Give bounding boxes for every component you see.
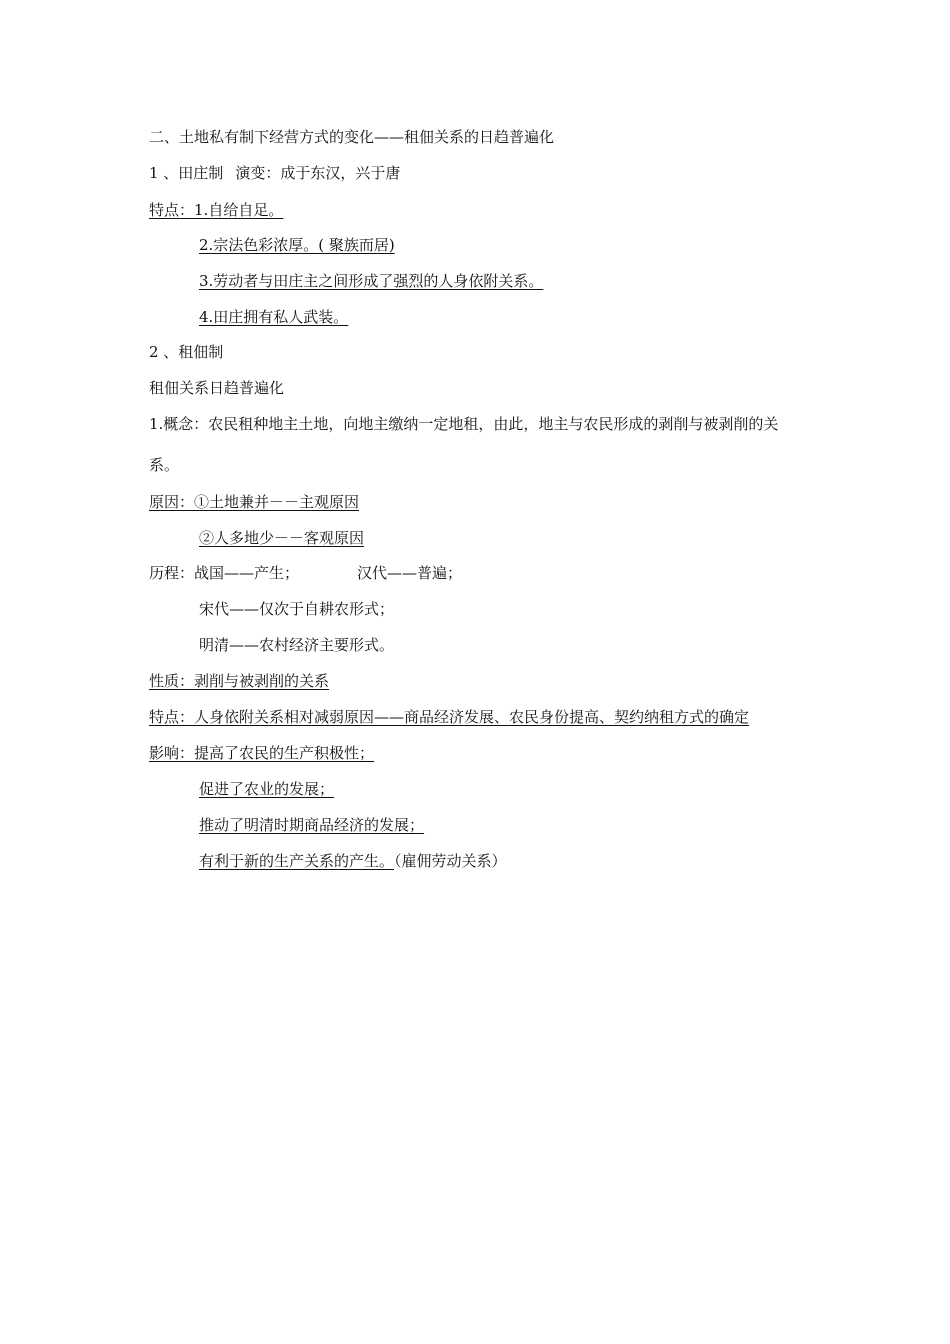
influence-1: 影响：提高了农民的生产积极性； [149, 744, 375, 762]
nature-line: 性质：剥削与被剥削的关系 [149, 672, 330, 690]
influence-4-note: （雇佣劳动关系） [394, 852, 507, 870]
influence-4-main: 有利于新的生产关系的产生。 [199, 852, 395, 870]
feature-text: 1.自给自足。 [194, 201, 284, 219]
cause-1: 原因：①土地兼并－－主观原因 [149, 493, 360, 511]
section1-title [149, 163, 400, 183]
influence-3: 推动了明清时期商品经济的发展； [199, 816, 425, 834]
section1-feature-2: 2.宗法色彩浓厚。( 聚族而居) [199, 236, 395, 254]
concept-line-1: 1.概念：农民租种地主土地，向地主缴纳一定地租，由此，地主与农民形成的剥削与被剥削的关 [149, 415, 779, 433]
section1-feature-1 [149, 200, 283, 220]
concept-line-2: 系。 [149, 456, 180, 474]
history-line-1 [149, 563, 462, 583]
history-han: 汉代——普遍； [357, 564, 463, 582]
section2-subtitle: 租佃关系日趋普遍化 [149, 379, 285, 397]
features-line: 特点：人身依附关系相对减弱原因——商品经济发展、农民身份提高、契约纳租方式的确定 [149, 708, 750, 726]
section1-title-num: 1 、田庄制 [149, 164, 224, 182]
section1-feature-4: 4.田庄拥有私人武装。 [199, 308, 349, 326]
history-ming-qing: 明清——农村经济主要形式。 [199, 636, 395, 654]
history-warring-states: 历程：战国——产生； [149, 564, 300, 582]
section1-features-label: 特点： [149, 201, 195, 219]
section-heading: 二、土地私有制下经营方式的变化——租佃关系的日趋普遍化 [149, 128, 555, 146]
section1-title-rest: 演变：成于东汉，兴于唐 [235, 164, 401, 182]
history-song: 宋代——仅次于自耕农形式； [199, 600, 395, 618]
cause-2: ②人多地少－－客观原因 [199, 529, 365, 547]
influence-4 [199, 851, 507, 871]
section1-feature-3: 3.劳动者与田庄主之间形成了强烈的人身依附关系。 [199, 272, 544, 290]
influence-2: 促进了农业的发展； [199, 780, 335, 798]
section2-title: 2 、租佃制 [149, 343, 224, 361]
